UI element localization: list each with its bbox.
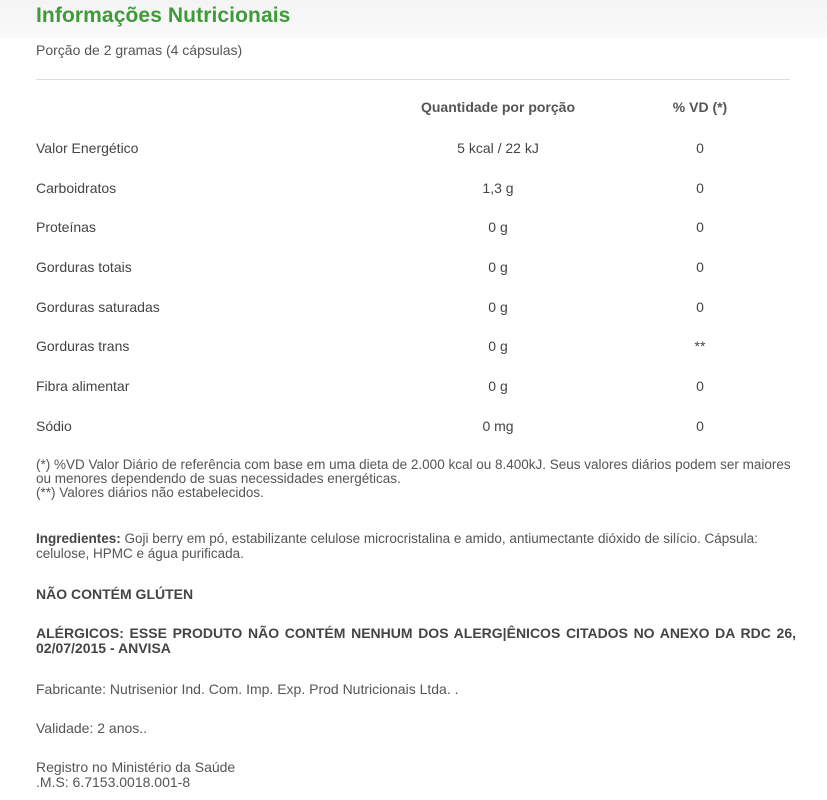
table-row: [36, 168, 790, 208]
ingredients-section: [36, 531, 796, 561]
column-header-quantity: Quantidade por porção: [420, 99, 575, 115]
column-header-name: [36, 86, 386, 128]
nutrient-name: Gorduras trans: [36, 338, 130, 355]
page-title: Informações Nutricionais: [36, 4, 291, 27]
nutrient-vd: 0: [696, 298, 704, 315]
table-row: [36, 207, 790, 247]
table-row: [36, 326, 790, 366]
nutrient-quantity: 1,3 g: [482, 179, 514, 196]
registry-section: [36, 760, 235, 790]
nutrient-quantity: 0 g: [488, 219, 508, 236]
nutrient-quantity: 0 g: [488, 377, 508, 394]
nutrient-vd: 0: [696, 417, 704, 434]
nutrient-vd: 0: [696, 179, 704, 196]
nutrient-name: Fibra alimentar: [36, 377, 130, 394]
nutrient-quantity: 5 kcal / 22 kJ: [457, 139, 539, 156]
table-header-row: [36, 86, 790, 128]
table-row: [36, 128, 790, 168]
nutrient-name: Gorduras saturadas: [36, 298, 160, 315]
registry-label: Registro no Ministério da Saúde: [36, 759, 236, 775]
manufacturer-text: Fabricante: Nutrisenior Ind. Com. Imp. Exp. Prod Nutricionais Ltda. .: [36, 681, 459, 697]
divider: [36, 79, 790, 80]
ingredients-text: Goji berry em pó, estabilizante celulose microcristalina e amido, antiumectante dióxido de silício. Cápsula: celulose, HPMC e água purificada.: [36, 531, 758, 561]
nutrient-quantity: 0 g: [488, 338, 508, 355]
table-row: [36, 406, 790, 446]
registry-number: .M.S: 6.7153.0018.001-8: [36, 774, 191, 790]
nutrient-quantity: 0 g: [488, 298, 508, 315]
nutrient-name: Valor Energético: [36, 139, 139, 156]
nutrient-quantity: 0 mg: [482, 417, 514, 434]
vd-notes: [36, 458, 796, 500]
table-row: [36, 366, 790, 406]
gluten-statement: NÃO CONTÉM GLÚTEN: [36, 586, 194, 602]
allergens-statement: ALÉRGICOS: ESSE PRODUTO NÃO CONTÉM NENHUM DOS ALERG|ÊNICOS CITADOS NO ANEXO DA RDC 26, 02/07/2015 - ANVISA: [36, 625, 796, 656]
nutrient-vd: 0: [696, 258, 704, 275]
nutrient-vd: 0: [696, 139, 704, 156]
vd-note-not-established: (**) Valores diários não estabelecidos.: [36, 485, 264, 500]
table-row: [36, 247, 790, 287]
table-row: [36, 287, 790, 327]
nutrient-vd: **: [694, 338, 706, 355]
nutrient-name: Sódio: [36, 417, 72, 434]
nutrition-table: [36, 86, 790, 446]
nutrient-name: Carboidratos: [36, 179, 117, 196]
validity-text: Validade: 2 anos..: [36, 720, 148, 736]
vd-note: (*) %VD Valor Diário de referência com base em uma dieta de 2.000 kcal ou 8.400kJ. Seus valores diários podem ser maiores ou menores dependendo de suas necessidades energéticas.: [36, 457, 791, 486]
nutrient-vd: 0: [696, 219, 704, 236]
portion-text: Porção de 2 gramas (4 cápsulas): [36, 42, 243, 58]
nutrient-name: Proteínas: [36, 219, 96, 236]
nutrient-quantity: 0 g: [488, 258, 508, 275]
ingredients-label: Ingredientes:: [36, 531, 121, 546]
nutrient-name: Gorduras totais: [36, 258, 132, 275]
column-header-vd: % VD (*): [672, 99, 728, 115]
nutrient-vd: 0: [696, 377, 704, 394]
